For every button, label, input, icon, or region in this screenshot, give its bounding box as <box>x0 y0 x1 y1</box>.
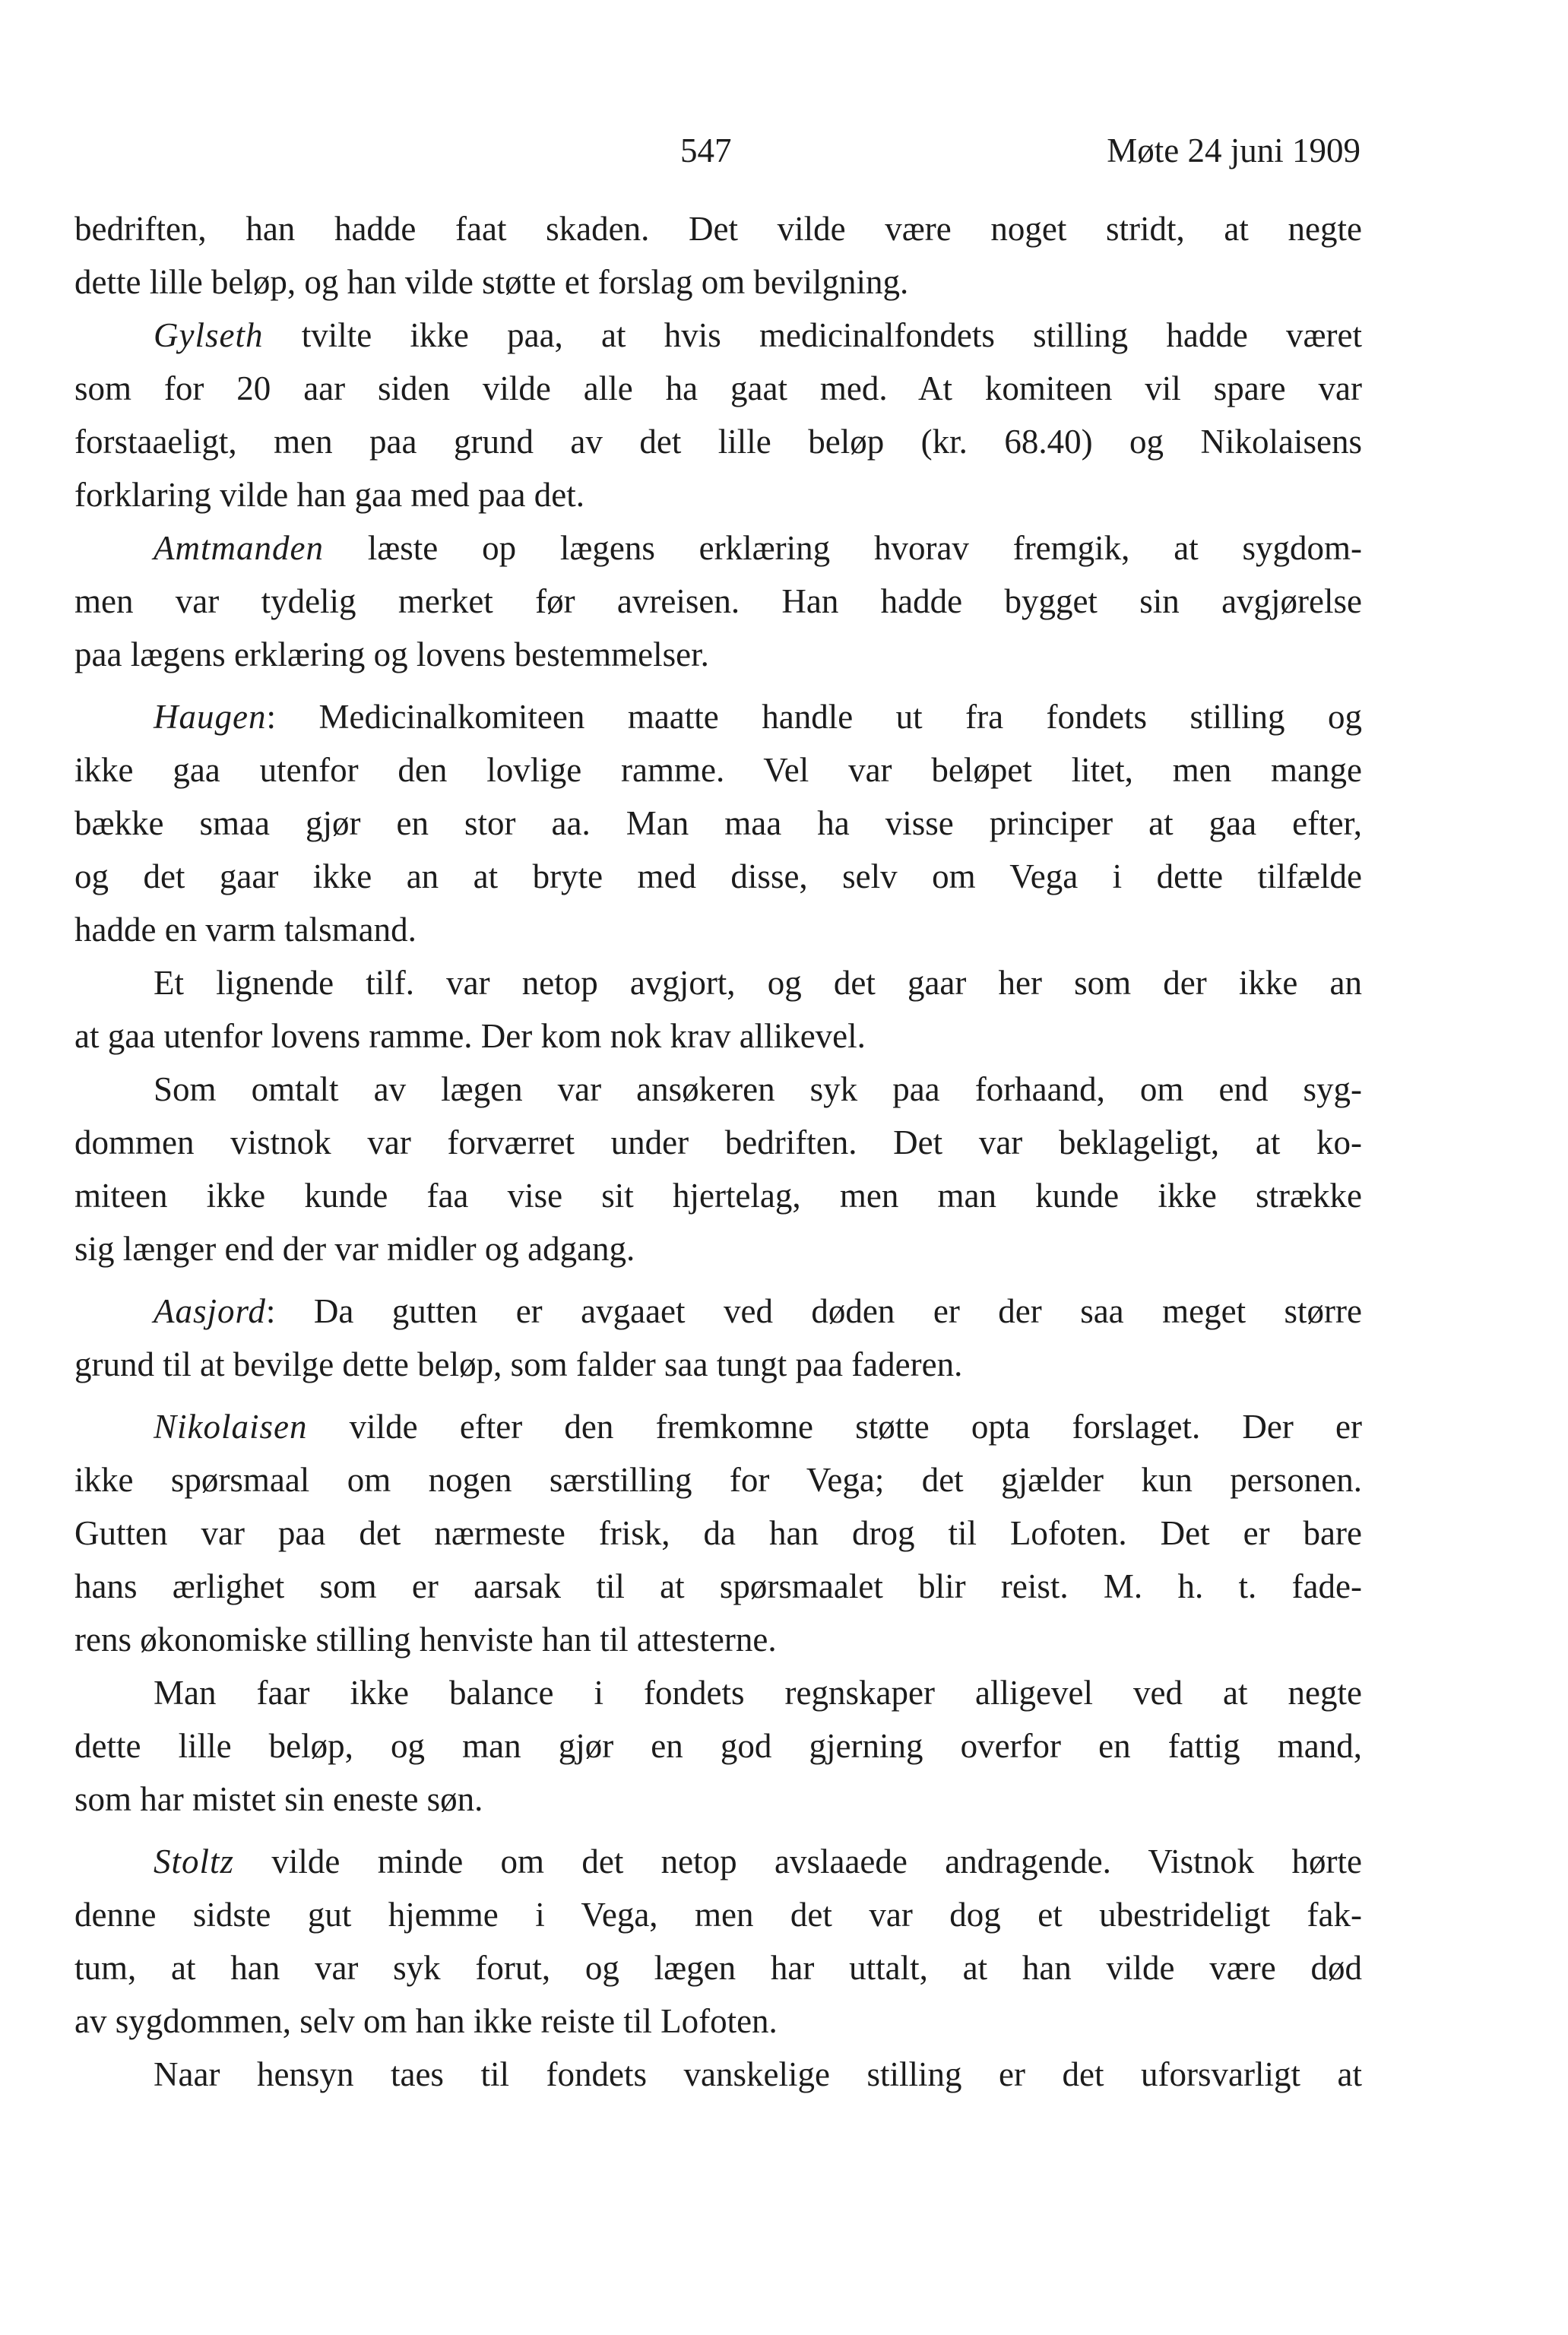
text-run: læste op lægens erklæring hvorav fremgik, at sygdom- <box>323 529 1362 567</box>
speaker-name: Aasjord <box>154 1292 266 1330</box>
page-header <box>76 128 1361 173</box>
text-line: grund til at bevilge dette beløp, som falder saa tungt paa faderen. <box>74 1345 963 1383</box>
paragraph <box>74 202 1362 309</box>
text-line: ikke spørsmaal om nogen særstilling for Vega; det gjælder kun personen. <box>74 1461 1362 1499</box>
body-text <box>74 202 1362 2101</box>
text-line <box>74 690 1362 743</box>
speaker-name: Gylseth <box>154 316 264 354</box>
text-run: vilde efter den fremkomne støtte opta forslaget. Der er <box>307 1408 1362 1446</box>
speaker-name: Amtmanden <box>154 529 324 567</box>
text-line: hans ærlighet som er aarsak til at spørsmaalet blir reist. M. h. t. fade- <box>74 1567 1362 1605</box>
running-head: Møte 24 juni 1909 <box>1107 131 1361 170</box>
text-line: forstaaeligt, men paa grund av det lille beløp (kr. 68.40) og Nikolaisens <box>74 423 1362 461</box>
text-line <box>74 1285 1362 1338</box>
text-line: denne sidste gut hjemme i Vega, men det var dog et ubestrideligt fak- <box>74 1896 1362 1934</box>
text-run: : Da gutten er avgaaet ved døden er der saa meget større <box>265 1292 1362 1330</box>
text-line: at gaa utenfor lovens ramme. Der kom nok krav allikevel. <box>74 1017 866 1055</box>
text-line: som for 20 aar siden vilde alle ha gaat med. At komiteen vil spare var <box>74 369 1362 407</box>
speaker-name: Stoltz <box>154 1842 235 1880</box>
paragraph <box>74 1285 1362 1391</box>
text-line <box>74 1400 1362 1453</box>
paragraph <box>74 690 1362 956</box>
text-line <box>74 309 1362 362</box>
paragraph <box>74 521 1362 681</box>
speaker-name: Haugen <box>154 698 267 736</box>
text-line: dette lille beløp, og man gjør en god gjerning overfor en fattig mand, <box>74 1727 1362 1765</box>
text-line: bække smaa gjør en stor aa. Man maa ha visse principer at gaa efter, <box>74 804 1362 842</box>
text-line: rens økonomiske stilling henviste han til attesterne. <box>74 1621 777 1659</box>
text-line: Som omtalt av lægen var ansøkeren syk paa forhaand, om end syg- <box>154 1070 1362 1108</box>
paragraph <box>74 2048 1362 2101</box>
text-line: og det gaar ikke an at bryte med disse, selv om Vega i dette tilfælde <box>74 857 1362 895</box>
text-line: hadde en varm talsmand. <box>74 911 417 949</box>
text-line: dette lille beløp, og han vilde støtte et forslag om bevilgning. <box>74 263 909 301</box>
text-run: : Medicinalkomiteen maatte handle ut fra fondets stilling og <box>266 698 1362 736</box>
text-line: tum, at han var syk forut, og lægen har uttalt, at han vilde være død <box>74 1949 1362 1987</box>
speaker-name: Nikolaisen <box>154 1408 308 1446</box>
text-line: dommen vistnok var forværret under bedriften. Det var beklageligt, at ko- <box>74 1123 1362 1161</box>
text-run: vilde minde om det netop avslaaede andragende. Vistnok hørte <box>234 1842 1362 1880</box>
text-line: Naar hensyn taes til fondets vanskelige stilling er det uforsvarligt at <box>154 2055 1362 2093</box>
paragraph <box>74 1835 1362 2048</box>
text-line <box>74 521 1362 575</box>
paragraph <box>74 1400 1362 1666</box>
paragraph <box>74 1063 1362 1275</box>
text-line <box>74 1835 1362 1888</box>
text-line: Et lignende tilf. var netop avgjort, og det gaar her som der ikke an <box>154 964 1362 1002</box>
text-line: av sygdommen, selv om han ikke reiste til Lofoten. <box>74 2002 778 2040</box>
text-line: som har mistet sin eneste søn. <box>74 1780 483 1818</box>
page-number: 547 <box>680 131 732 170</box>
text-line: ikke gaa utenfor den lovlige ramme. Vel var beløpet litet, men mange <box>74 751 1362 789</box>
paragraph <box>74 1666 1362 1826</box>
text-line: miteen ikke kunde faa vise sit hjertelag, men man kunde ikke strække <box>74 1177 1362 1215</box>
paragraph <box>74 309 1362 521</box>
text-line: paa lægens erklæring og lovens bestemmelser. <box>74 635 709 673</box>
paragraph <box>74 956 1362 1063</box>
text-line: Man faar ikke balance i fondets regnskaper alligevel ved at negte <box>154 1674 1362 1712</box>
text-run: tvilte ikke paa, at hvis medicinalfondets stilling hadde været <box>263 316 1362 354</box>
text-line: sig længer end der var midler og adgang. <box>74 1230 635 1268</box>
text-line: men var tydelig merket før avreisen. Han hadde bygget sin avgjørelse <box>74 582 1362 620</box>
text-line: forklaring vilde han gaa med paa det. <box>74 476 584 514</box>
text-line: bedriften, han hadde faat skaden. Det vilde være noget stridt, at negte <box>74 210 1362 248</box>
text-line: Gutten var paa det nærmeste frisk, da han drog til Lofoten. Det er bare <box>74 1514 1362 1552</box>
